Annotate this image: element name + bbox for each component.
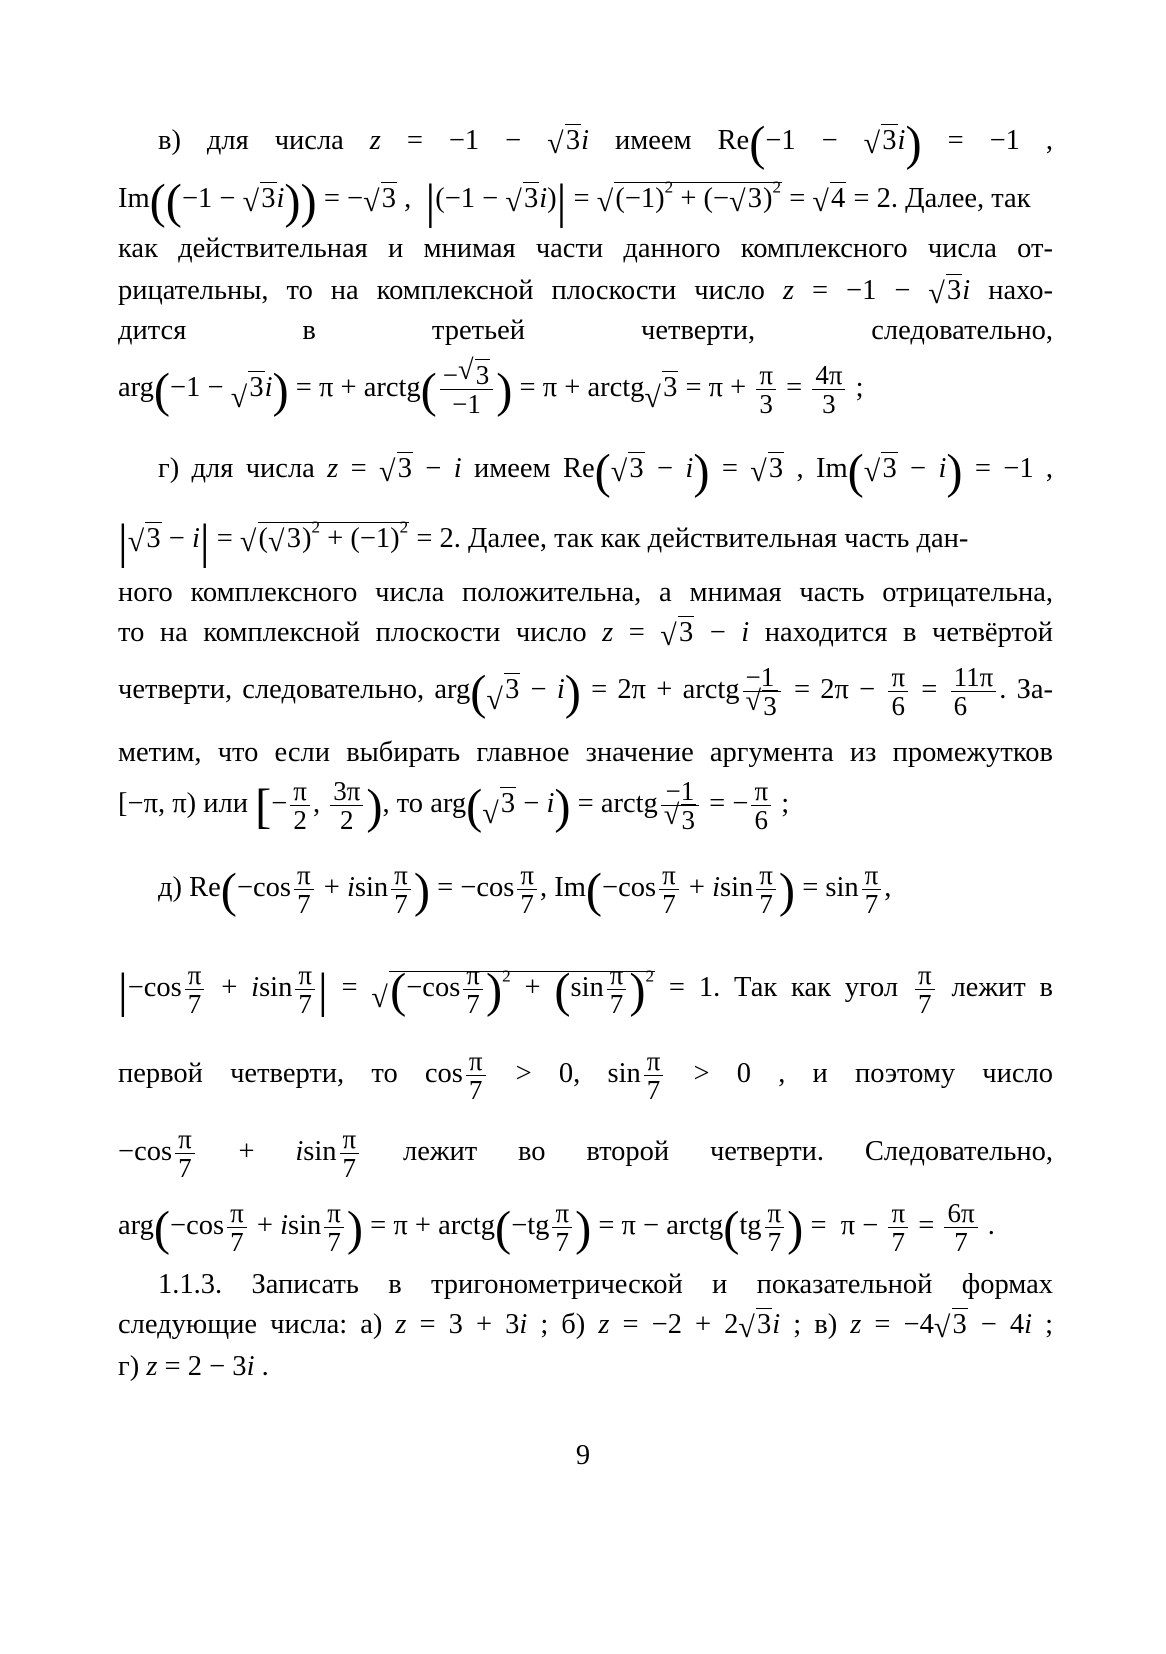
part-d-l4-w1: лежит xyxy=(402,1136,478,1167)
part-d-l4-w4: четверти. xyxy=(709,1136,825,1167)
formula-z-v: z = −1 − √ 3i xyxy=(369,125,589,160)
formula-arg-g-2: arg( √ 3 − i) = arctg −1 √ 3 = − $\frac{\pi}{6}$ ; xyxy=(430,775,790,835)
part-d-l3-w5: поэтому xyxy=(854,1058,956,1089)
part-g-word-3: имеем xyxy=(473,453,551,484)
formula-interval-1: [−π, π) xyxy=(118,788,197,819)
part-g-line-4-text: то на комплексной плоскости число xyxy=(118,617,587,648)
part-g-word-1: для xyxy=(191,453,234,484)
formula-abs-v: |(−1 − √ 3i)| = √ $(-1)^2$ + (− √ 3)$^2$ = √ 4 = 2 xyxy=(425,175,891,229)
part-v-line-4 xyxy=(118,268,1053,313)
part-g-line-5 xyxy=(118,660,1053,720)
part-g-line-1 xyxy=(118,445,1054,499)
part-d-l4-w5: Следовательно, xyxy=(864,1136,1054,1167)
part-g-ili: или xyxy=(203,788,248,819)
part-v-line-1 xyxy=(118,117,1053,171)
formula-arg-v: arg(−1 − √ 3i) = π + arctg( − √ 3 −1 ) = π + arctg √ 3 = π + $\frac{\pi}{3}$ = $\frac{4\pi}{3}$ ; xyxy=(118,354,864,419)
part-v-word-3: имеем xyxy=(614,125,692,156)
part-g-marker: г) xyxy=(158,453,180,484)
part-g-line-7 xyxy=(118,774,1053,834)
part-v-line-5-w1: дится xyxy=(118,315,187,346)
part-v-line-4-end: нахо- xyxy=(988,275,1054,306)
part-d-l4-w2: во xyxy=(518,1136,546,1167)
part-d-l4-w3: второй xyxy=(586,1136,670,1167)
part-v-line-2 xyxy=(118,175,1053,229)
part-d-line-2 xyxy=(118,958,1053,1018)
part-v-line-5-w3: третьей xyxy=(431,315,525,346)
formula-angle: $\frac{\pi}{7}$ xyxy=(912,972,938,1003)
part-v-line-3: как действительная и мнимая части данного комплексного числа от- xyxy=(118,233,1053,264)
formula-number-d: −cos $\frac{\pi}{7}$ + isin $\frac{\pi}{7}$ xyxy=(118,1136,362,1167)
formula-re-v: Re(−1 − √ 3i) = −1 , xyxy=(717,117,1053,171)
part-d-l3-w1: первой xyxy=(118,1058,203,1089)
part-g-dalee-text: . Далее, так как действительная часть дан- xyxy=(453,523,969,554)
part-g-line-5-end: За- xyxy=(1016,674,1054,705)
part-v-line-4-text: рицательны, то на комплексной плоскости число xyxy=(118,275,765,306)
formula-re-im-d: Re(−cos $\frac{\pi}{7}$ + isin $\frac{\pi}{7}$ ) = −cos $\frac{\pi}{7}$ , Im(−cos $\frac{\pi}{7}$ + isin $\frac{\pi}{7}$ ) = sin $\frac{\pi}{7}$ , xyxy=(189,859,892,919)
part-v-dalee-text: . Далее, так xyxy=(890,183,1031,214)
formula-cos-sin-positive: cos $\frac{\pi}{7}$ > 0, sin $\frac{\pi}{7}$ > 0 , xyxy=(424,1045,786,1105)
part-v-word-1: для xyxy=(206,125,249,156)
part-g-word-2: числа xyxy=(245,453,315,484)
part-v-line-5-w5: следовательно, xyxy=(871,315,1054,346)
task-l2b: числа: xyxy=(270,1309,348,1340)
part-v-marker: в) xyxy=(158,125,181,156)
task-label-a: а) xyxy=(360,1309,383,1340)
part-d-l3-w3: то xyxy=(371,1058,398,1089)
task-formula-b: z = −2 + 2 √ 3i ; xyxy=(598,1309,802,1344)
formula-z-v-2: z = −1 − √ 3i xyxy=(782,275,971,310)
task-formula-v: z = −4 √ 3 − 4i ; xyxy=(850,1309,1054,1344)
part-d-l3-w2: четверти, xyxy=(230,1058,345,1089)
part-g-line-2 xyxy=(118,515,1053,569)
part-d-line-4 xyxy=(118,1122,1053,1182)
task-line-1-text: Записать в тригонометрической и показательной формах xyxy=(251,1269,1053,1300)
task-formula-g: z = 2 − 3i . xyxy=(146,1351,269,1382)
part-d-l3-w6: число xyxy=(982,1058,1054,1089)
formula-im-v: Im((−1 − √ 3i)) = − √ 3 , xyxy=(118,175,412,229)
part-d-marker: д) xyxy=(158,872,182,903)
part-d-line-1 xyxy=(118,858,1093,918)
part-v-line-5-w4: четверти, xyxy=(641,315,756,346)
task-l2a: следующие xyxy=(118,1309,258,1340)
formula-im-g: Im( √ 3 − i) = −1 , xyxy=(815,445,1054,499)
task-number: 1.1.3. xyxy=(158,1269,223,1300)
task-label-g: г) xyxy=(118,1351,140,1382)
part-g-line-4-end: находится в четвёртой xyxy=(764,617,1054,648)
formula-abs-d: |−cos $\frac{\pi}{7}$ + isin $\frac{\pi}{7}$ | = √ (−cos $\frac{\pi}{7}$ )$^2$ + (sin $\frac{\pi}{7}$ )$^2$ = 1 xyxy=(118,959,714,1019)
part-g-to: , то xyxy=(382,788,424,819)
task-label-b: б) xyxy=(561,1309,586,1340)
part-d-line-3 xyxy=(118,1044,1053,1104)
formula-interval-2: [− $\frac{\pi}{2}$ , $\frac{3\pi}{2}$ ) xyxy=(255,775,383,835)
part-v-line-5 xyxy=(118,308,1053,353)
formula-abs-g: | √ 3 − i| = √ ( √ $3)^2 + (-1)^2 = 2$ xyxy=(118,515,454,569)
page-number: 9 xyxy=(575,1440,591,1471)
part-g-line-3: ного комплексного числа положительна, а мнимая часть отрицательна, xyxy=(118,577,1053,608)
part-v-word-2: числа xyxy=(274,125,344,156)
task-line-2 xyxy=(118,1302,1053,1347)
task-label-v: в) xyxy=(814,1309,838,1340)
task-line-1 xyxy=(118,1262,1053,1307)
formula-z-g-2: z = √ 3 − i xyxy=(602,617,750,652)
part-g-line-4 xyxy=(118,610,1053,655)
part-d-l3-w4: и xyxy=(812,1058,828,1089)
formula-arg-g: arg( √ 3 − i) = 2π + arctg −1 √ 3 = 2π − $\frac{\pi}{6}$ = $\frac{11\pi}{6}$ . xyxy=(434,661,1007,721)
task-line-3 xyxy=(118,1344,1053,1389)
part-d-lezhit: лежит в xyxy=(951,972,1054,1003)
formula-re-g: Re( √ 3 − i) = √ 3 , xyxy=(562,445,804,499)
task-formula-a: z = 3 + 3i ; xyxy=(395,1309,549,1340)
formula-arg-d: arg(−cos $\frac{\pi}{7}$ + isin $\frac{\pi}{7}$ ) = π + arctg(−tg $\frac{\pi}{7}$ ) = π − arctg(tg $\frac{\pi}{7}$ ) = π − $\frac{\pi}{7}$ = $\frac{6\pi}{7}$ . xyxy=(118,1197,995,1257)
part-g-line-5-text: четверти, следовательно, xyxy=(118,674,425,705)
formula-z-g: z = √ 3 − i xyxy=(327,453,462,488)
part-v-line-5-w2: в xyxy=(302,315,316,346)
part-d-tak: . Так как угол xyxy=(713,972,899,1003)
part-g-line-6: метим, что если выбирать главное значение аргумента из промежутков xyxy=(118,737,1053,768)
